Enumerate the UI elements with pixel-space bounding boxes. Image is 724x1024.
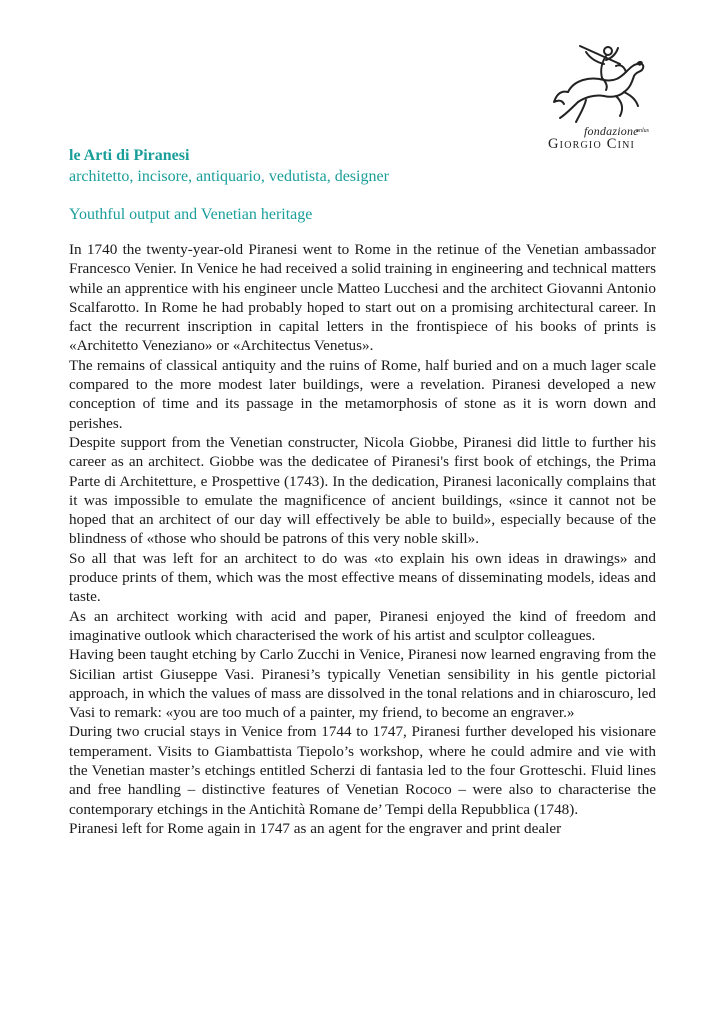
paragraph: So all that was left for an architect to do was «to explain his own ideas in drawings» and produce prints of them, which was the most effective means of disseminating models, ideas and taste.: [69, 549, 656, 606]
paragraph: Having been taught etching by Carlo Zucchi in Venice, Piranesi now learned engraving from the Sicilian artist Giuseppe Vasi. Piranesi’s typically Venetian sensibility in his gentle pictorial approach, in which the values of mass are dissolved in the tonal relations and in chiaroscuro, led Vasi to remark: «you are too much of a painter, my friend, to become an engraver.»: [69, 646, 656, 722]
paragraph: In 1740 the twenty-year-old Piranesi went to Rome in the retinue of the Venetian ambassador Francesco Venier. In Venice he had received a solid training in engineering and technical matters while an apprentice with his engineer uncle Matteo Lucchesi and the architect Giovanni Antonio Scalfarotto. In Rome he had probably hoped to start out on a promising architectural career. In fact the recurrent inscription in capital letters in the frontispiece of his books of prints is «Architetto Veneziano» or «Architectus Venetus».: [69, 241, 656, 355]
document-body: [69, 240, 656, 838]
document-heading: [69, 145, 669, 187]
document-title: le Arti di Piranesi: [69, 147, 190, 164]
horse-rider-icon: [550, 42, 650, 126]
paragraph: As an architect working with acid and paper, Piranesi enjoyed the kind of freedom and imaginative outlook which characterised the work of his artist and sculptor colleagues.: [69, 607, 656, 644]
logo-name-text: Giorgio Cini: [548, 136, 636, 152]
logo-fondazione-text: fondazione: [584, 124, 639, 138]
section-title: Youthful output and Venetian heritage: [69, 206, 313, 223]
logo-onlus-text: onlus: [636, 128, 650, 134]
paragraph: The remains of classical antiquity and the ruins of Rome, half buried and on a much lager scale compared to the more modest later buildings, were a revelation. Piranesi developed a new conception of time and its passage in the metamorphosis of stone as it is worn down and perishes.: [69, 356, 656, 432]
document-subtitle: architetto, incisore, antiquario, vedutista, designer: [69, 168, 389, 185]
paragraph: During two crucial stays in Venice from 1744 to 1747, Piranesi further developed his visionare temperament. Visits to Giambattista Tiepolo’s workshop, where he could admire and vie with the Venetian master’s etchings entitled Scherzi di fantasia led to the four Grotteschi. Fluid lines and free handling – distinctive features of Venetian Rococo – were also to characterise the contemporary etchings in the Antichità Romane de’ Tempi della Repubblica (1748).: [69, 723, 656, 818]
paragraph: Piranesi left for Rome again in 1747 as an agent for the engraver and print dealer: [69, 819, 562, 837]
foundation-logo: [540, 42, 658, 160]
paragraph: Despite support from the Venetian constructer, Nicola Giobbe, Piranesi did little to further his career as an architect. Giobbe was the dedicatee of Piranesi's first book of etchings, the Prima Parte di Architetture, e Prospettive (1743). In the dedication, Piranesi laconically complains that it was impossible to emulate the magnificence of ancient buildings, «since it cannot not be hoped that an architect of our day will effectively be able to build», especially because of the blindness of «those who should be patrons of this very noble skill».: [69, 433, 656, 548]
